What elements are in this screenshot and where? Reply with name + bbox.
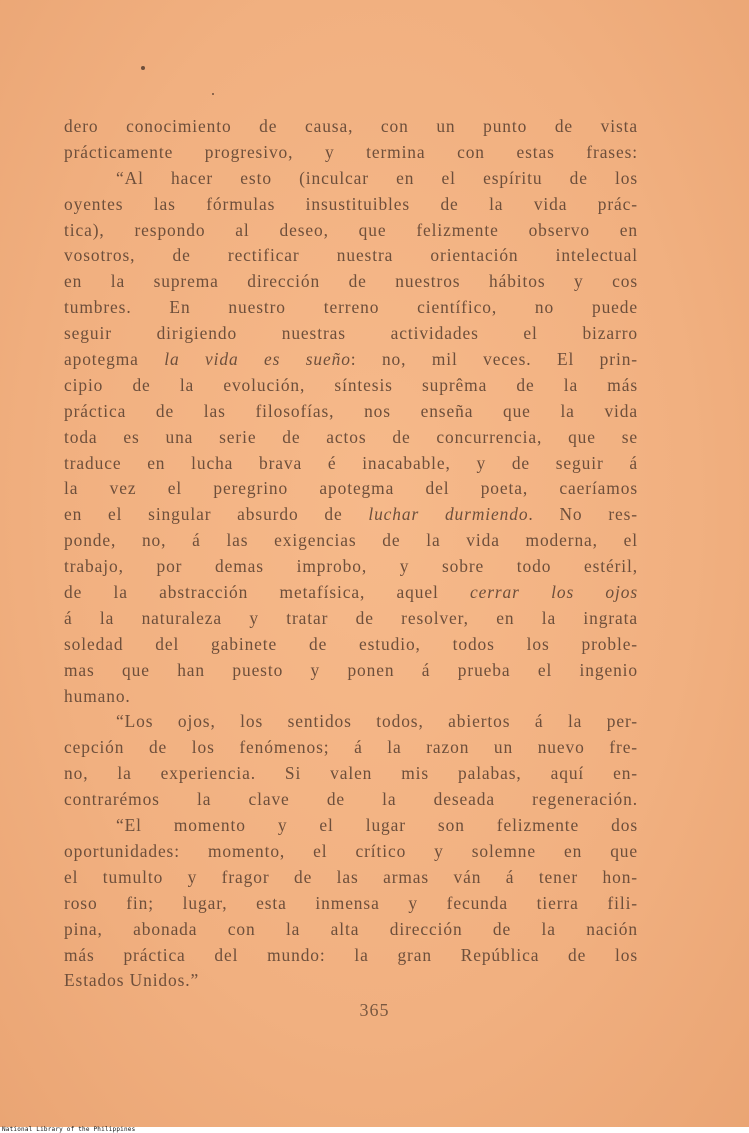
ink-speck — [141, 66, 145, 70]
text-line: en el singular absurdo de luchar durmiendo. No res- — [64, 504, 638, 525]
italic-phrase: la vida es sueño — [164, 349, 351, 370]
text-line: contrarémos la clave de la deseada regeneración. — [64, 789, 638, 810]
text-line: roso fin; lugar, esta inmensa y fecunda tierra fili- — [64, 892, 638, 913]
ink-speck — [212, 93, 214, 95]
footer-credit: National Library of the Philippines — [2, 1126, 136, 1133]
italic-phrase: luchar durmiendo — [368, 504, 529, 525]
text-line: soledad del gabinete de estudio, todos los proble- — [64, 633, 638, 654]
text-line: “Al hacer esto (inculcar en el espíritu de los — [116, 167, 638, 188]
page-number: 365 — [359, 1000, 390, 1020]
text-line: más práctica del mundo: la gran República de los — [64, 944, 638, 965]
text-line: de la abstracción metafísica, aquel cerrar los ojos — [64, 582, 638, 603]
italic-phrase: cerrar los ojos — [469, 582, 638, 603]
text-line: pina, abonada con la alta dirección de la nación — [64, 918, 638, 939]
text-line: ponde, no, á las exigencias de la vida moderna, el — [64, 530, 638, 551]
text-line: oportunidades: momento, el crítico y solemne en que — [64, 840, 638, 861]
text-line: cepción de los fenómenos; á la razon un nuevo fre- — [64, 737, 638, 758]
text-line: trabajo, por demas improbo, y sobre todo estéril, — [64, 556, 638, 577]
text-line: no, la experiencia. Si valen mis palabas, aquí en- — [64, 763, 638, 784]
text-line: á la naturaleza y tratar de resolver, en la ingrata — [64, 607, 638, 628]
text-line: tumbres. En nuestro terreno científico, no puede — [64, 297, 638, 318]
text-line: toda es una serie de actos de concurrencia, que se — [64, 426, 638, 447]
text-line: tica), respondo al deseo, que felizmente observo en — [64, 219, 638, 240]
text-line: en la suprema dirección de nuestros hábitos y cos — [64, 271, 638, 292]
text-line: “El momento y el lugar son felizmente dos — [116, 815, 638, 836]
body-text — [64, 114, 638, 994]
text-line: seguir dirigiendo nuestras actividades el bizarro — [64, 323, 638, 344]
text-line: mas que han puesto y ponen á prueba el ingenio — [64, 659, 638, 680]
text-line: humano. — [64, 685, 131, 706]
text-line: “Los ojos, los sentidos todos, abiertos á la per- — [116, 711, 638, 732]
text-line: Estados Unidos.” — [64, 970, 200, 991]
text-line: apotegma la vida es sueño: no, mil veces. El prin- — [64, 349, 638, 370]
text-line: la vez el peregrino apotegma del poeta, caeríamos — [64, 478, 638, 499]
text-line: traduce en lucha brava é inacabable, y de seguir á — [64, 452, 638, 473]
text-line: el tumulto y fragor de las armas ván á tener hon- — [64, 866, 638, 887]
text-line: práctica de las filosofías, nos enseña que la vida — [64, 400, 638, 421]
text-line: cipio de la evolución, síntesis suprêma de la más — [64, 374, 638, 395]
text-line: oyentes las fórmulas insustituibles de la vida prác- — [64, 193, 638, 214]
text-line: prácticamente progresivo, y termina con estas frases: — [64, 141, 638, 162]
text-line: vosotros, de rectificar nuestra orientación intelectual — [64, 245, 638, 266]
text-line: dero conocimiento de causa, con un punto de vista — [64, 116, 638, 136]
